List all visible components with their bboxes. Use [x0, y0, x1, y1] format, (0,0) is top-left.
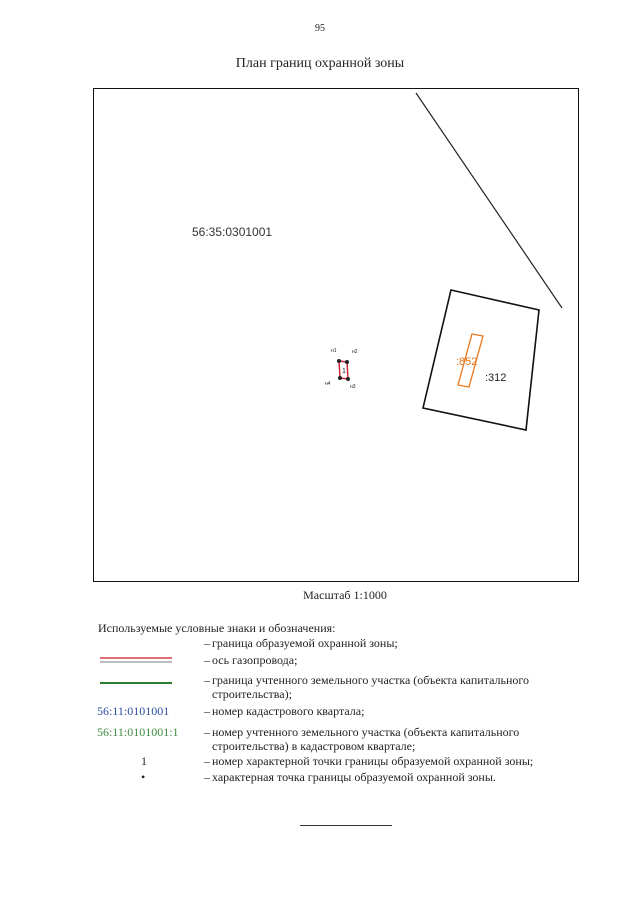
boundary-line — [416, 93, 562, 308]
legend-dash: – — [204, 653, 210, 667]
legend-dash: – — [204, 770, 210, 784]
point-label-n2: н2 — [352, 349, 358, 355]
legend-text: граница образуемой охранной зоны; — [212, 636, 398, 650]
legend-dash: – — [204, 754, 210, 768]
legend-dash: – — [204, 636, 210, 650]
building-number-label: :852 — [456, 356, 478, 368]
zone-point — [337, 359, 341, 363]
legend-symbol-point-marker: • — [141, 770, 146, 784]
zone-point — [345, 360, 349, 364]
zone-point — [338, 376, 342, 380]
legend-dash: – — [204, 725, 210, 739]
parcel-boundary-symbol — [100, 680, 172, 688]
footer-divider — [300, 825, 392, 826]
quarter-number-label: 56:35:0301001 — [192, 225, 273, 239]
gas-axis-symbol — [100, 656, 172, 664]
legend-dash: – — [204, 704, 210, 718]
point-label-n1: н1 — [331, 348, 337, 354]
legend-text: номер характерной точки границы образуемой охранной зоны; — [212, 754, 534, 768]
scale-label: Масштаб 1:1000 — [303, 588, 387, 602]
parcel-boundary — [423, 290, 539, 430]
legend-text: номер кадастрового квартала; — [212, 704, 365, 718]
boundary-plan-map — [94, 89, 580, 583]
legend-text: характерная точка границы образуемой охранной зоны. — [212, 770, 496, 784]
page-title: План границ охранной зоны — [235, 56, 405, 71]
legend-heading: Используемые условные знаки и обозначения: — [98, 621, 336, 635]
zone-number-label: 1 — [342, 368, 346, 375]
legend-text: номер учтенного земельного участка (объекта капитального строительства) в кадастровом квартале; — [212, 725, 520, 753]
legend-text: ось газопровода; — [212, 653, 298, 667]
legend-text: граница учтенного земельного участка (объекта капитального строительства); — [212, 673, 530, 701]
legend-dash: – — [204, 673, 210, 687]
legend-symbol-quarter: 56:11:0101001 — [97, 704, 170, 718]
parcel-number-label: :312 — [485, 372, 507, 384]
point-label-n4: н4 — [325, 381, 331, 387]
map-frame — [93, 88, 579, 582]
zone-point — [346, 377, 350, 381]
page-number: 95 — [315, 23, 325, 34]
legend-symbol-point-number: 1 — [141, 754, 147, 768]
point-label-n3: н3 — [350, 384, 356, 390]
legend-symbol-parcel: 56:11:0101001:1 — [97, 725, 179, 739]
